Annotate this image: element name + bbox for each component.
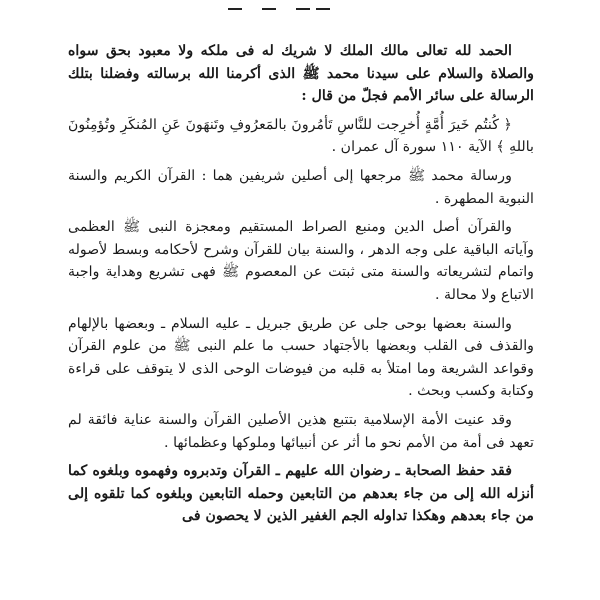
body-text xyxy=(68,40,534,534)
paragraph-two-sources: ورسالة محمد ﷺ مرجعها إلى أصلين شريفين هما : القرآن الكريم والسنة النبوية المطهرة . xyxy=(68,167,534,207)
paragraph-types-of-sunnah: والسنة بعضها بوحى جلى عن طريق جبريل ـ عليه السلام ـ وبعضها بالإلهام والقذف فى القلب وبعضها بالأجتهاد حسب ما علم النبى ﷺ من علوم القرآن وقواعد الشريعة وما امتلأ به قلبه من فيوضات الوحى الذى لا يتوقف على قراءة وكتابة وكسب وبحث . xyxy=(68,315,534,400)
paragraph-companions: فقد حفظ الصحابة ـ رضوان الله عليهم ـ القرآن وتدبروه وفهموه وبلغوه كما أنزله الله إلى من جاء بعدهم من التابعين وحمله التابعين وبلغوه كما تلقوه إلى من جاء بعدهم وهكذا تداوله الجم الغفير الذين لا يحصون فى xyxy=(68,463,534,525)
paragraph-opening: الحمد لله تعالى مالك الملك لا شريك له فى ملكه ولا معبود بحق سواه والصلاة والسلام على سيدنا محمد ﷺ الذى أكرمنا الله برسالته وفضلنا بتلك الرسالة على سائر الأمم فجلّ من قال : xyxy=(68,43,534,105)
paragraph-ummah-care: وقد عنيت الأمة الإسلامية بتتبع هذين الأصلين القرآن والسنة عناية فائقة لم تعهد فى أمة من الأمم نحو ما أثر عن أنبيائها وملوكها وعظمائها . xyxy=(68,411,534,451)
cropped-header-ornament xyxy=(228,0,378,10)
paragraph-quran-and-sunnah: والقرآن أصل الدين ومنبع الصراط المستقيم ومعجزة النبى ﷺ العظمى وآياته الباقية على وجه الدهر ، والسنة بيان للقرآن وشرح لأحكامه وبسط لأصوله واتمام لتشريعاته والسنة متى ثبتت عن المعصوم ﷺ فهى تشريع وهداية واجبة الاتباع ولا محالة . xyxy=(68,219,534,303)
paragraph-quran-verse: ﴿ كُنتُم خَيرَ أُمَّةٍ أُخرِجت للنَّاسِ تَأمُرونَ بالمَعرُوفِ وتَنهَونَ عَنِ المُنكَرِ وتُؤمِنُونَ باللهِ ﴾ الآية ١١٠ سورة آل عمران . xyxy=(68,116,534,156)
